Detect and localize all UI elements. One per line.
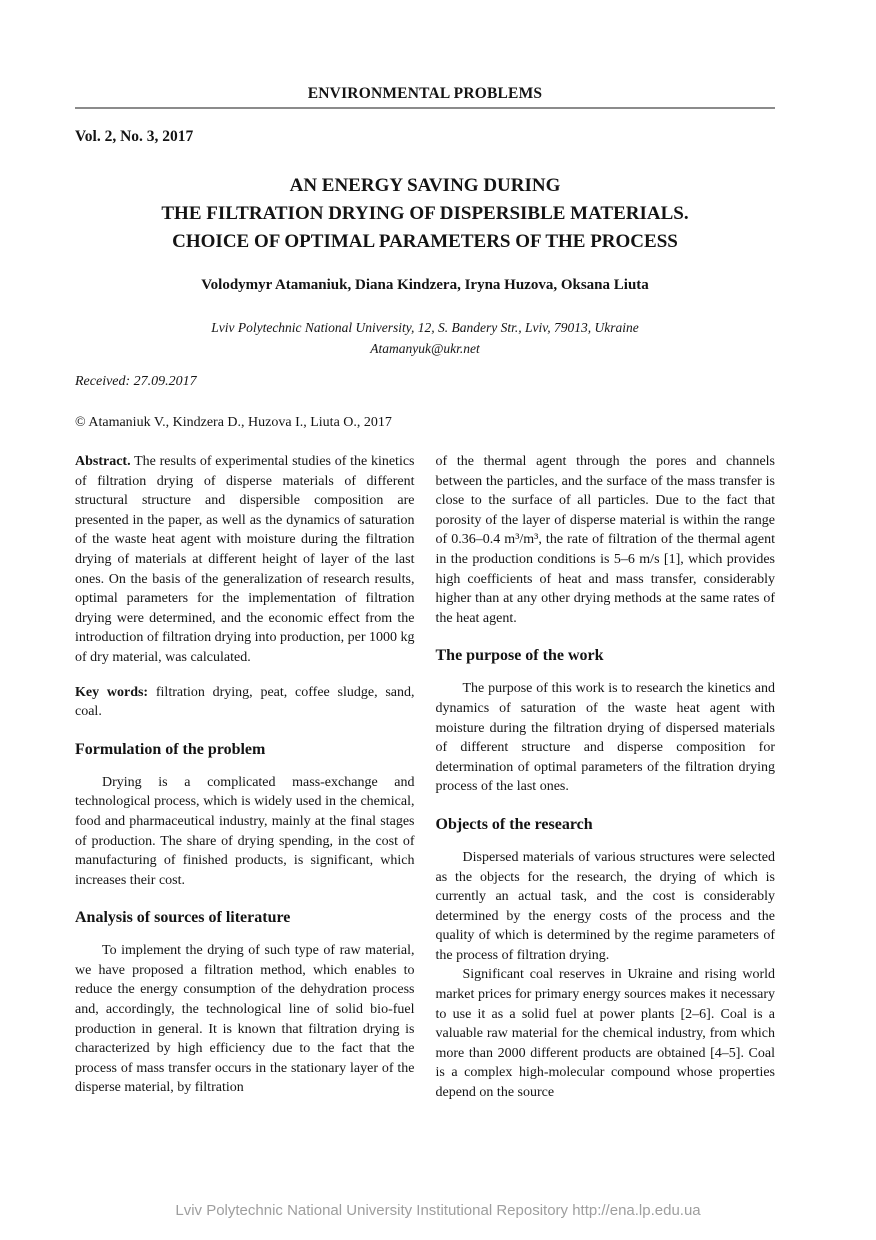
purpose-paragraph: The purpose of this work is to research the kinetics and dynamics of saturation of the waste heat agent with moisture during the filtration drying of dispersed materials of different structure and disperse composition for determination of optimal parameters of the filtration drying process of the last ones. <box>435 681 775 795</box>
analysis-paragraph: To implement the drying of such type of raw material, we have proposed a filtration method, which enables to reduce the energy consumption of the dehydration process and, accordingly, the technological line of solid bio-fuel production in general. It is known that filtration drying is characterized by high efficiency due to the fact that the process of mass transfer occurs in the stationary layer of the disperse material, by filtration <box>75 943 415 1096</box>
section-heading-objects: Objects of the research <box>435 815 593 833</box>
authors-line: Volodymyr Atamaniuk, Diana Kindzera, Iryna Huzova, Oksana Liuta <box>201 277 649 293</box>
keywords-paragraph <box>75 683 415 722</box>
keywords-text: filtration drying, peat, coffee sludge, sand, coal. <box>75 684 415 720</box>
section-heading-purpose: The purpose of the work <box>435 647 604 665</box>
affiliation-line: Lviv Polytechnic National University, 12, S. Bandery Str., Lviv, 79013, Ukraine <box>211 320 639 335</box>
right-column <box>436 452 776 1103</box>
left-column <box>75 452 415 1103</box>
abstract-label: Abstract. <box>75 454 131 469</box>
header-rule <box>75 107 775 109</box>
abstract-paragraph <box>75 452 415 668</box>
author-email: Atamanyuk@ukr.net <box>370 341 480 356</box>
article-title-line1: AN ENERGY SAVING DURING <box>289 175 561 196</box>
formulation-paragraph: Drying is a complicated mass-exchange and technological process, which is widely used in the chemical, food and pharmaceutical industry, mainly at the final stages of production. The share of drying spending, in the cost of manufacturing of finished products, is significant, which increases their cost. <box>75 774 415 888</box>
article-title-line3: CHOICE OF OPTIMAL PARAMETERS OF THE PROCESS <box>172 231 678 252</box>
affiliation-block <box>75 317 775 359</box>
received-date: Received: 27.09.2017 <box>75 374 197 389</box>
abstract-text: The results of experimental studies of the kinetics of filtration drying of disperse materials of different structural structure and dispersible composition are presented in the paper, as well as the dynamics of saturation of the waste heat agent with moisture during the filtration drying of materials at different height of layer of the last ones. On the basis of the generalization of research results, optimal parameters for the implementation of filtration drying were determined, and the economic effect from the introduction of filtration drying into production, per 1000 kg of dry material, was calculated. <box>75 454 415 665</box>
repository-footer: Lviv Polytechnic National University Institutional Repository http://ena.lp.edu.ua <box>175 1202 701 1219</box>
volume-issue: Vol. 2, No. 3, 2017 <box>75 128 194 145</box>
copyright-line: © Atamaniuk V., Kindzera D., Huzova I., Liuta O., 2017 <box>75 415 392 430</box>
continuation-paragraph: of the thermal agent through the pores and channels between the particles, and the surface of the mass transfer is close to the surface of all particles. Due to the fact that porosity of the layer of disperse material is within the range of 0.36–0.4 m³/m³, the rate of filtration of the thermal agent in the production conditions is 5–6 m/s [1], which provides high coefficients of heat and mass transfer, considerably higher than at any other drying methods at the same rates of the heat agent. <box>435 454 775 626</box>
objects-paragraph-1: Dispersed materials of various structures were selected as the objects for the research, the drying of which is currently an actual task, and the cost is considerably determined by the energy costs of the process and the quality of which is determined by the regime parameters of the process of filtration drying. <box>435 849 775 963</box>
article-title-line2: THE FILTRATION DRYING OF DISPERSIBLE MATERIALS. <box>161 203 689 224</box>
two-column-body <box>75 452 775 1103</box>
journal-name: ENVIRONMENTAL PROBLEMS <box>307 85 543 102</box>
objects-paragraph-2: Significant coal reserves in Ukraine and rising world market prices for primary energy sources makes it necessary to use it as a solid fuel at power plants [2–6]. Coal is a valuable raw material for the chemical industry, from which more than 2000 different products are obtained [4–5]. Coal is a complex high-molecular compound whose properties depend on the source <box>435 967 775 1101</box>
section-heading-formulation: Formulation of the problem <box>75 740 266 758</box>
article-title <box>75 172 775 256</box>
section-heading-analysis: Analysis of sources of literature <box>75 909 291 927</box>
keywords-label: Key words: <box>75 684 149 700</box>
